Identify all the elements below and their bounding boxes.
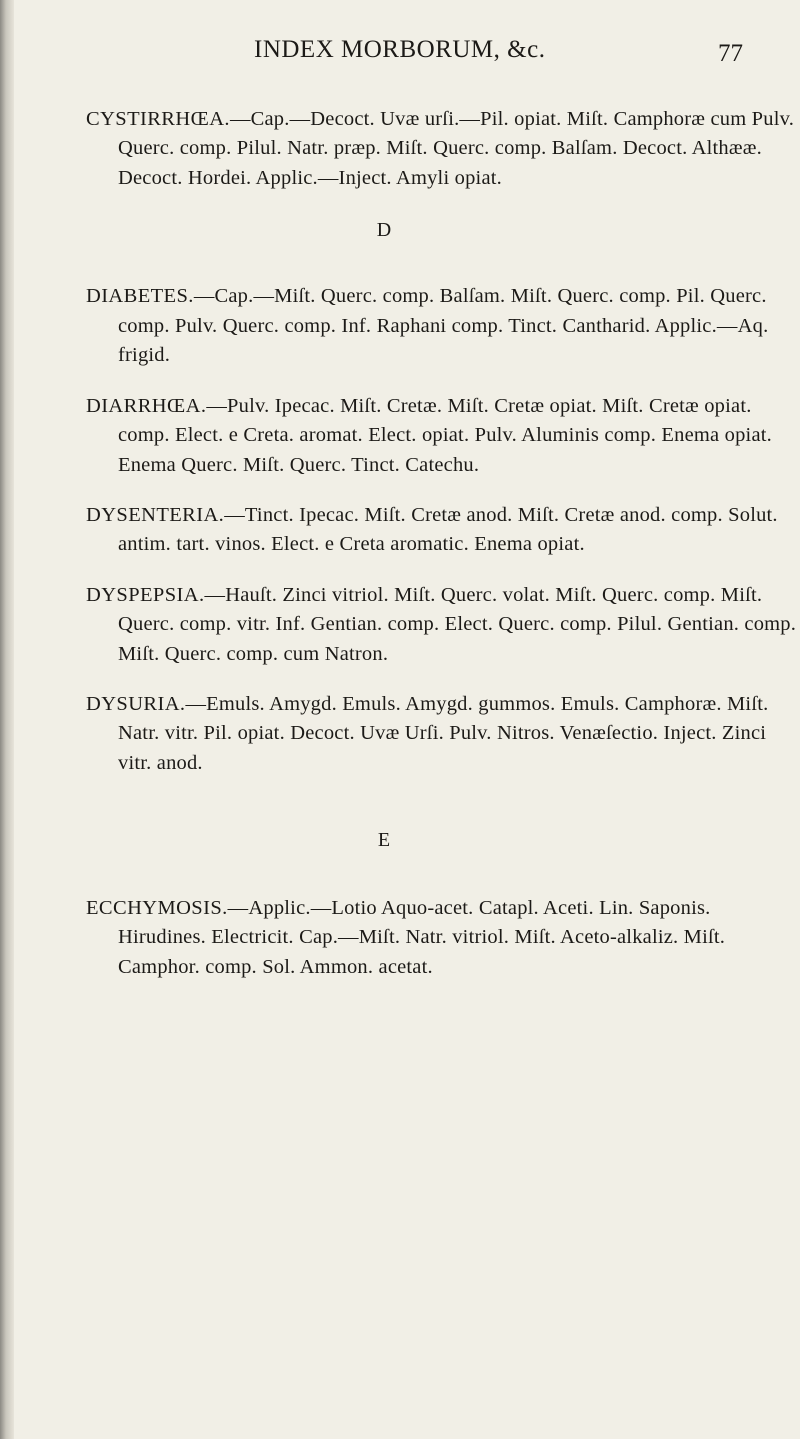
- entry-text: —Cap.—Miſt. Querc. comp. Balſam. Miſt. Querc. comp. Pil. Querc. comp. Pulv. Querc. comp. Inf. Raphani comp. Tinct. Cantharid. Applic.—Aq. frigid.: [118, 285, 769, 367]
- entry-term: DYSURIA.: [86, 692, 186, 715]
- entry-term: DIABETES.: [86, 285, 194, 308]
- index-entry: [86, 501, 798, 560]
- index-entry: [86, 392, 798, 481]
- entry-term: DYSENTERIA.: [86, 503, 225, 526]
- entry-text: —Hauſt. Zinci vitriol. Miſt. Querc. volat. Miſt. Querc. comp. Miſt. Querc. comp. vitr. Inf. Gentian. comp. Elect. Querc. comp. Pilul. Gentian. comp. Miſt. Querc. comp. cum Natron.: [118, 583, 797, 665]
- index-entry: [86, 894, 798, 983]
- section-letter: E: [377, 828, 391, 851]
- entry-term: DYSPEPSIA.: [86, 583, 205, 606]
- entry-term: DIARRHŒA.: [86, 394, 207, 417]
- index-entry: [86, 105, 798, 194]
- entry-text: —Emuls. Amygd. Emuls. Amygd. gummos. Emuls. Camphoræ. Miſt. Natr. vitr. Pil. opiat. Decoct. Uvæ Urſi. Pulv. Nitros. Venæſectio. Inject. Zinci vitr. anod.: [118, 692, 769, 774]
- page-number: 77: [718, 40, 743, 67]
- entry-text: —Applic.—Lotio Aquo-acet. Catapl. Aceti. Lin. Saponis. Hirudines. Electricit. Cap.—Miſt. Natr. vitriol. Miſt. Aceto-alkaliz. Miſt. Camphor. comp. Sol. Ammon. acetat.: [118, 896, 726, 978]
- entry-term: CYSTIRRHŒA.: [86, 107, 230, 130]
- index-entry: [86, 581, 798, 670]
- running-head-title: INDEX MORBORUM, &c.: [254, 36, 546, 63]
- entry-text: —Pulv. Ipecac. Miſt. Cretæ. Miſt. Cretæ opiat. Miſt. Cretæ opiat. comp. Elect. e Creta. aromat. Elect. opiat. Pulv. Aluminis comp. Enema opiat. Enema Querc. Miſt. Querc. Tinct. Catechu.: [118, 394, 772, 476]
- running-head: [0, 36, 800, 76]
- entry-term: ECCHYMOSIS.: [86, 896, 228, 919]
- index-entry: [86, 282, 798, 371]
- section-letter: D: [376, 219, 392, 242]
- entry-text: —Tinct. Ipecac. Miſt. Cretæ anod. Miſt. Cretæ anod. comp. Solut. antim. tart. vinos. Elect. e Creta aromatic. Enema opiat.: [118, 503, 778, 556]
- index-entries: [0, 84, 800, 1012]
- entry-text: —Cap.—Decoct. Uvæ urſi.—Pil. opiat. Miſt. Camphoræ cum Pulv. Querc. comp. Pilul. Natr. præp. Miſt. Querc. comp. Balſam. Decoct. Althææ. Decoct. Hordei. Applic.—Inject. Amyli opiat.: [118, 107, 795, 189]
- index-entry: [86, 690, 798, 779]
